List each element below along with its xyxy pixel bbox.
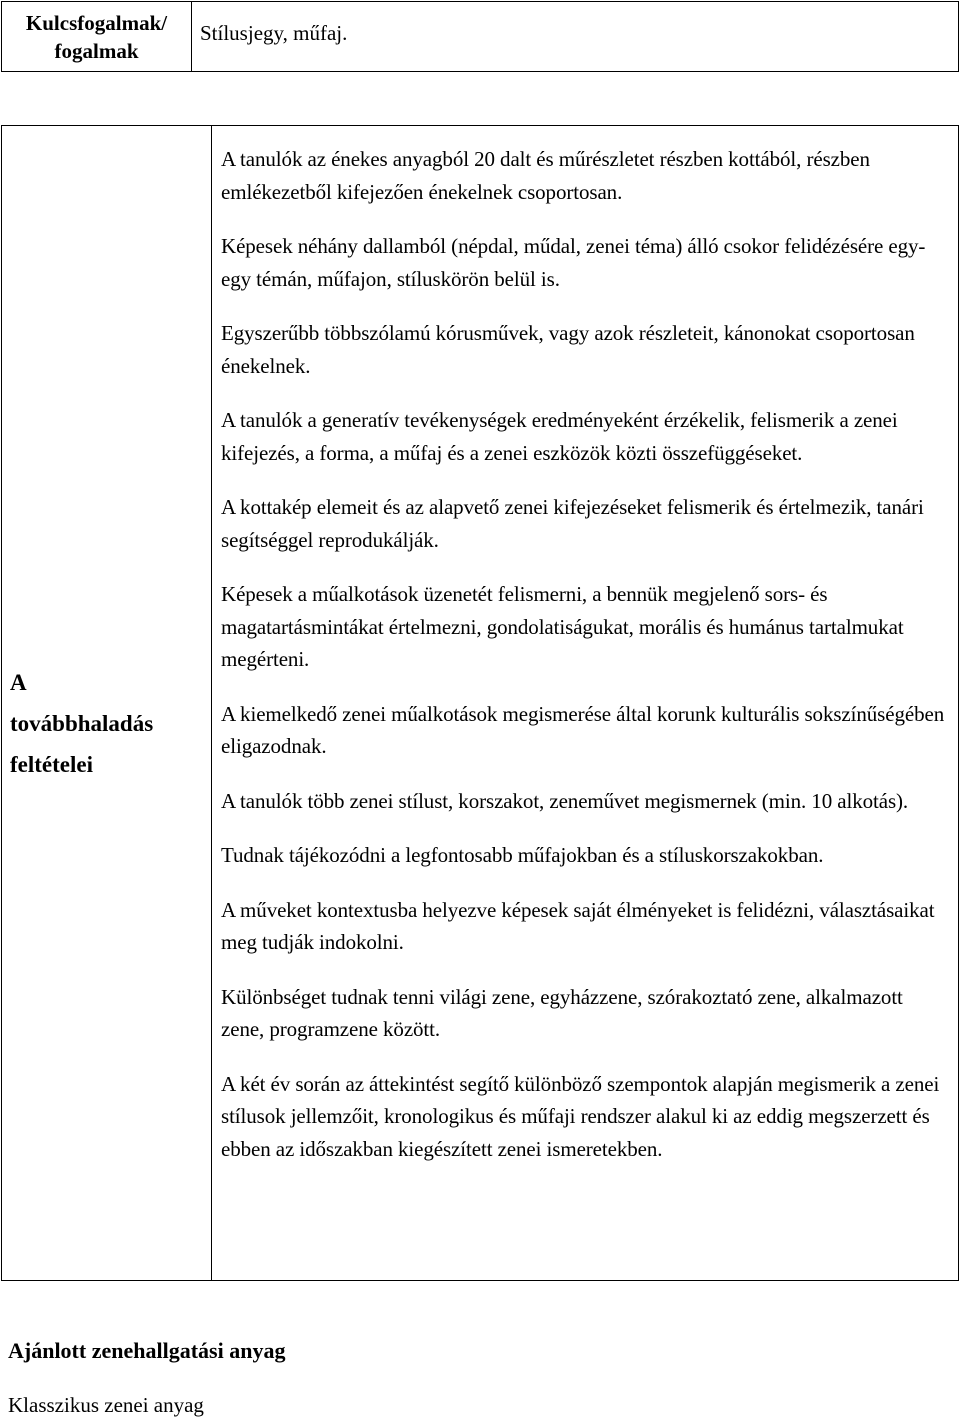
key-concepts-table: [1, 1, 959, 72]
requirement-paragraph: Különbséget tudnak tenni világi zene, egyházzene, szórakoztató zene, alkalmazott zene, programzene között.: [221, 984, 903, 1041]
requirement-paragraph: A tanulók a generatív tevékenységek eredményeként érzékelik, felismerik a zenei kifejezés, a forma, a műfaj és a zenei eszközök közti összefüggéseket.: [221, 408, 898, 465]
requirement-paragraph: A tanulók az énekes anyagból 20 dalt és műrészletet részben kottából, részben emlékezetből kifejezően énekelnek csoportosan.: [221, 147, 870, 204]
key-concepts-value: Stílusjegy, műfaj.: [200, 21, 348, 45]
progression-label-line3: feltételei: [10, 751, 93, 777]
progression-requirements-table: [1, 125, 959, 1281]
requirement-paragraph: Képesek a műalkotások üzenetét felismerni, a bennük megjelenő sors- és magatartásmintákat értelmezni, gondolatiságukat, morális és humánus tartalmukat megérteni.: [221, 582, 904, 671]
key-concepts-value-cell: [192, 2, 958, 71]
progression-label-line1: A: [10, 669, 27, 695]
requirement-paragraph: Egyszerűbb többszólamú kórusművek, vagy azok részleteit, kánonokat csoportosan énekelnek.: [221, 321, 915, 378]
key-concepts-label-cell: [2, 2, 192, 71]
requirement-paragraph: Tudnak tájékozódni a legfontosabb műfajokban és a stíluskorszakokban.: [221, 843, 824, 867]
requirement-paragraph: A kottakép elemeit és az alapvető zenei kifejezéseket felismerik és értelmezik, tanári segítséggel reprodukálják.: [221, 495, 924, 552]
key-concepts-label-line2: fogalmak: [54, 38, 139, 63]
key-concepts-label-line1: Kulcsfogalmak/: [25, 10, 168, 35]
section-heading: Ajánlott zenehallgatási anyag: [8, 1338, 286, 1363]
progression-content-cell: [212, 126, 958, 1280]
section-subheading: Klasszikus zenei anyag: [8, 1393, 204, 1417]
requirement-paragraph: Képesek néhány dallamból (népdal, műdal, zenei téma) álló csokor felidézésére egy-egy témán, műfajon, stíluskörön belül is.: [221, 234, 926, 291]
requirement-paragraph: A tanulók több zenei stílust, korszakot, zeneművet megismernek (min. 10 alkotás).: [221, 788, 909, 813]
progression-label-cell: [2, 126, 212, 1280]
requirement-paragraph: A műveket kontextusba helyezve képesek saját élményeket is felidézni, választásaikat meg tudják indokolni.: [221, 897, 935, 954]
requirement-paragraph: A kiemelkedő zenei műalkotások megismerése által korunk kulturális sokszínűségében eligazodnak.: [221, 701, 945, 758]
requirement-paragraph: A két év során az áttekintést segítő különböző szempontok alapján megismerik a zenei stílusok jellemzőit, kronologikus és műfaji rendszer alakul ki az eddig megszerzett és ebben az időszakban kiegészített zenei ismeretekben.: [221, 1071, 940, 1161]
progression-label-line2: továbbhaladás: [10, 710, 154, 736]
